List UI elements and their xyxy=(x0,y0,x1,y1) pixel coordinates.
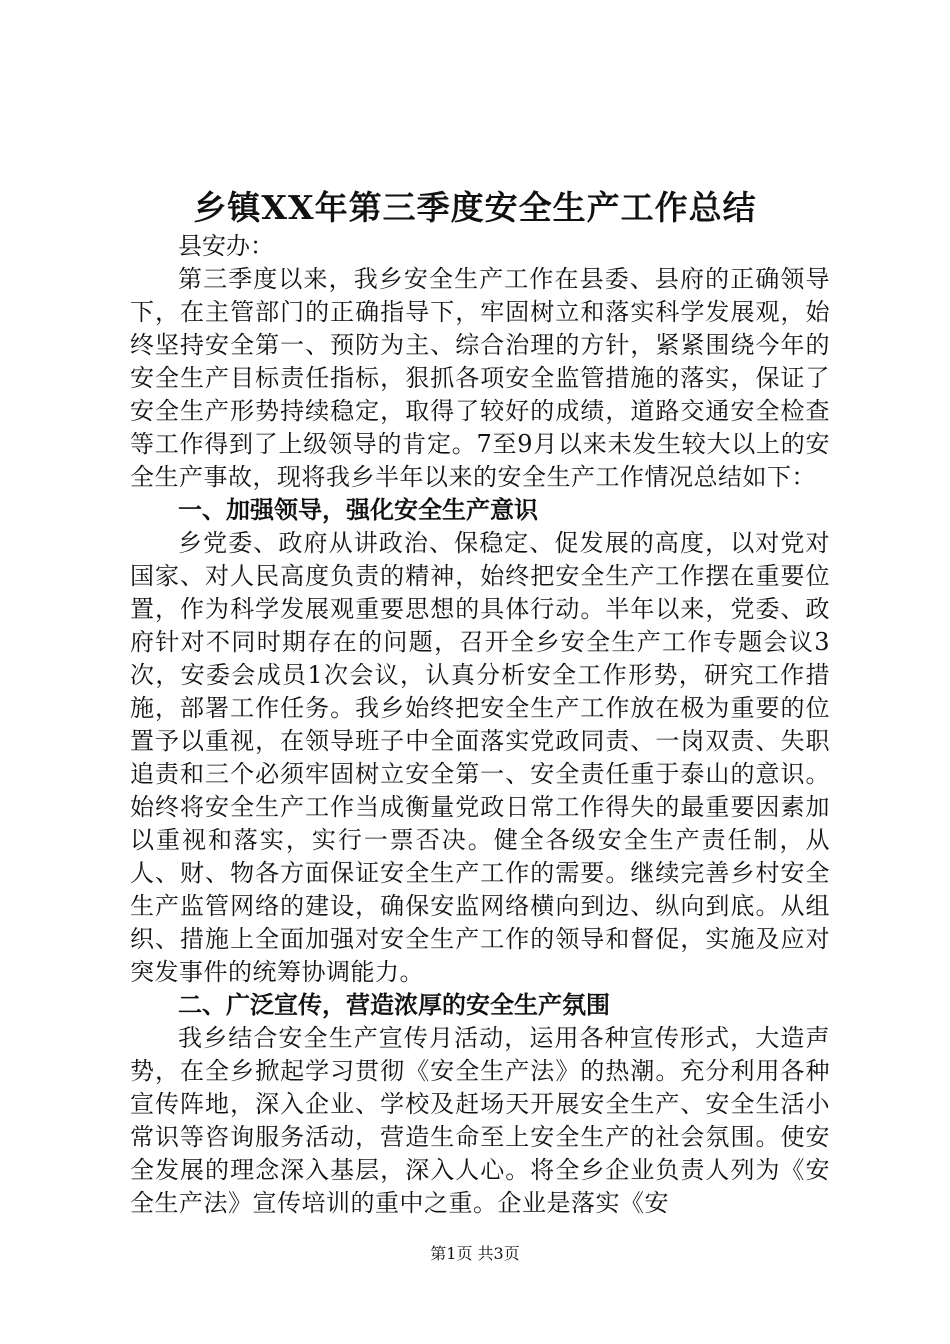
document-title: 乡镇XX年第三季度安全生产工作总结 xyxy=(193,188,757,227)
section-1-paragraph: 乡党委、政府从讲政治、保稳定、促发展的高度，以对党对国家、对人民高度负责的精神，始终把安全生产工作摆在重要位置，作为科学发展观重要思想的具体行动。半年以来，党委、政府针对不同时期存在的问题，召开全乡安全生产工作专题会议3次，安委会成员1次会议，认真分析安全工作形势，研究工作措施，部署工作任务。我乡始终把安全生产工作放在极为重要的位置予以重视，在领导班子中全面落实党政同责、一岗双责、失职追责和三个必须牢固树立安全第一、安全责任重于泰山的意识。始终将安全生产工作当成衡量党政日常工作得失的最重要因素加以重视和落实，实行一票否决。健全各级安全生产责任制，从人、财、物各方面保证安全生产工作的需要。继续完善乡村安全生产监管网络的建设，确保安监网络横向到边、纵向到底。从组织、措施上全面加强对安全生产工作的领导和督促，实施及应对突发事件的统筹协调能力。 xyxy=(130,529,830,986)
section-1-heading: 一、加强领导，强化安全生产意识 xyxy=(178,496,538,524)
page-number-footer: 第1页 共3页 xyxy=(430,1244,520,1263)
intro-paragraph: 第三季度以来，我乡安全生产工作在县委、县府的正确领导下，在主管部门的正确指导下，牢固树立和落实科学发展观，始终坚持安全第一、预防为主、综合治理的方针，紧紧围绕今年的安全生产目标责任指标，狠抓各项安全监管措施的落实，保证了安全生产形势持续稳定，取得了较好的成绩，道路交通安全检查等工作得到了上级领导的肯定。7至9月以来未发生较大以上的安全生产事故，现将我乡半年以来的安全生产工作情况总结如下： xyxy=(130,265,830,491)
section-2-heading: 二、广泛宣传，营造浓厚的安全生产氛围 xyxy=(178,991,610,1019)
section-2-paragraph: 我乡结合安全生产宣传月活动，运用各种宣传形式，大造声势，在全乡掀起学习贯彻《安全生产法》的热潮。充分利用各种宣传阵地，深入企业、学校及赶场天开展安全生产、安全生活小常识等咨询服务活动，营造生命至上安全生产的社会氛围。使安全发展的理念深入基层，深入人心。将全乡企业负责人列为《安全生产法》宣传培训的重中之重。企业是落实《安 xyxy=(130,1024,830,1217)
document-body xyxy=(130,230,830,1220)
salutation: 县安办： xyxy=(178,232,274,260)
